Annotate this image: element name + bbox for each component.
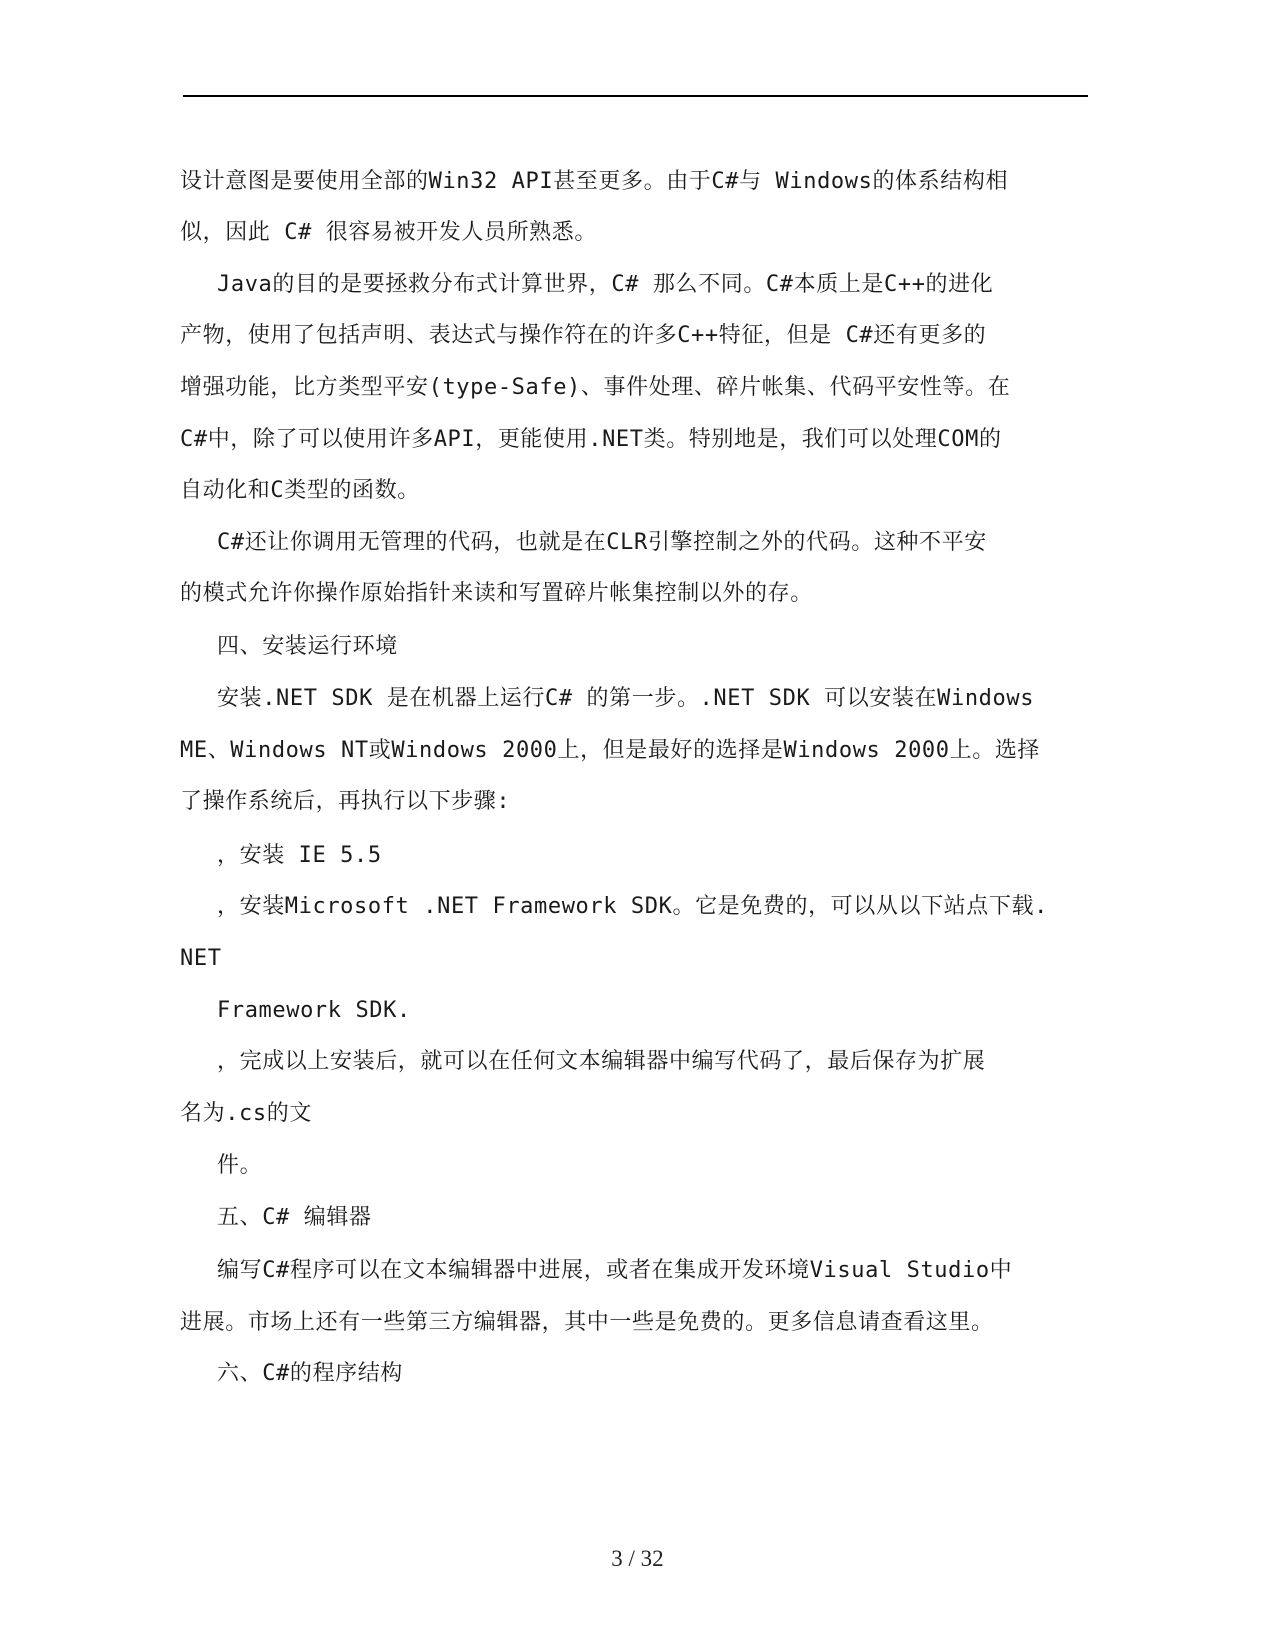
header-rule [183, 95, 1088, 97]
text-line: ，完成以上安装后，就可以在任何文本编辑器中编写代码了，最后保存为扩展 [217, 1049, 986, 1074]
text-line: C#还让你调用无管理的代码，也就是在CLR引擎控制之外的代码。这种不平安 [217, 530, 987, 555]
text-line: NET [180, 946, 222, 971]
section-heading: 六、C#的程序结构 [217, 1361, 403, 1386]
text-line: 自动化和C类型的函数。 [180, 478, 420, 503]
text-line: Java的目的是要拯救分布式计算世界，C# 那么不同。C#本质上是C++的进化 [217, 272, 994, 297]
text-line: ，安装 IE 5.5 [217, 843, 382, 868]
text-line: 进展。市场上还有一些第三方编辑器，其中一些是免费的。更多信息请查看这里。 [180, 1310, 994, 1335]
text-line: 件。 [217, 1153, 263, 1178]
text-line: Framework SDK. [217, 998, 411, 1023]
text-line: 设计意图是要使用全部的Win32 API甚至更多。由于C#与 Windows的体系结构相 [180, 169, 1009, 194]
text-line: C#中，除了可以使用许多API，更能使用.NET类。特别地是，我们可以处理COM的 [180, 427, 1002, 452]
text-line: 增强功能，比方类型平安(type-Safe)、事件处理、碎片帐集、代码平安性等。在 [180, 375, 1011, 400]
text-line: 名为.cs的文 [180, 1101, 312, 1126]
page-number: 3 / 32 [611, 1546, 664, 1571]
text-line: ，安装Microsoft .NET Framework SDK。它是免费的，可以从以下站点下载. [217, 894, 1048, 919]
text-line: 编写C#程序可以在文本编辑器中进展，或者在集成开发环境Visual Studio中 [217, 1258, 1013, 1283]
text-line: 安装.NET SDK 是在机器上运行C# 的第一步。.NET SDK 可以安装在Windows [217, 686, 1035, 711]
text-line: 了操作系统后，再执行以下步骤: [180, 789, 511, 814]
text-line: 似，因此 C# 很容易被开发人员所熟悉。 [180, 220, 597, 245]
text-line: ME、Windows NT或Windows 2000上，但是最好的选择是Windows 2000上。选择 [180, 738, 1041, 763]
section-heading: 四、安装运行环境 [217, 634, 398, 659]
text-line: 的模式允许你操作原始指针来读和写置碎片帐集控制以外的存。 [180, 581, 813, 606]
section-heading: 五、C# 编辑器 [217, 1205, 372, 1230]
text-line: 产物，使用了包括声明、表达式与操作符在的许多C++特征，但是 C#还有更多的 [180, 323, 987, 348]
